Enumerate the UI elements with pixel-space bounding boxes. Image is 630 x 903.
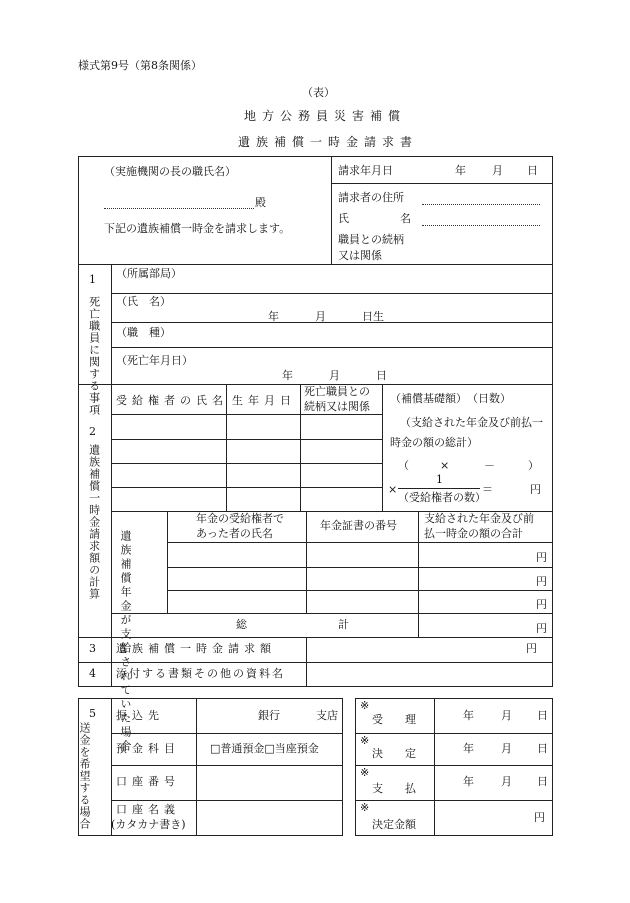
transfer-dest-label: 振込先 xyxy=(116,709,164,722)
decided-year: 年 xyxy=(463,742,474,755)
office-mark-3: ※ xyxy=(360,766,370,779)
received-day: 日 xyxy=(537,709,548,722)
death-date-label: （死亡年月日） xyxy=(116,354,193,367)
section2-number: 2 xyxy=(89,425,96,438)
account-holder-label-2: (カタカナ書き) xyxy=(111,818,186,831)
received-year: 年 xyxy=(463,709,474,722)
request-year: 年 xyxy=(455,164,466,177)
calc-equals: ＝ xyxy=(482,483,493,496)
account-holder-label-1: 口座名義 xyxy=(116,803,180,816)
form-side-label: （表） xyxy=(302,86,335,99)
job-label: （職 種） xyxy=(116,326,171,339)
section4-number: 4 xyxy=(89,667,96,680)
section4-label: 添付する書類その他の資料名 xyxy=(116,667,285,680)
calc-yen: 円 xyxy=(530,483,541,496)
form-id: 様式第9号（第8条関係） xyxy=(78,59,202,72)
col-birth-date: 生年月日 xyxy=(232,394,296,407)
address-field[interactable] xyxy=(422,204,540,205)
name-field[interactable] xyxy=(422,225,540,226)
paid-col-total-1: 支給された年金及び前 xyxy=(424,512,534,525)
calc-times2: × xyxy=(388,483,398,496)
office-paid-label: 支 払 xyxy=(372,782,416,795)
death-year: 年 xyxy=(282,369,293,382)
office-mark-1: ※ xyxy=(360,699,370,712)
birth-day: 日生 xyxy=(362,310,384,323)
account-type-label: 預金科目 xyxy=(116,742,180,755)
death-day: 日 xyxy=(376,369,387,382)
section3-number: 3 xyxy=(89,642,96,655)
paid-day: 日 xyxy=(537,775,548,788)
paid-col-name-2: あった者の氏名 xyxy=(196,527,273,540)
name-label-1: 氏 xyxy=(338,212,349,225)
birth-year: 年 xyxy=(268,310,279,323)
col-relation-1: 死亡職員との xyxy=(304,385,370,398)
total-yen: 円 xyxy=(536,622,547,635)
section1-title: 死亡職員に関する事項 xyxy=(87,296,101,416)
col-relation-2: 続柄又は関係 xyxy=(304,400,370,413)
bank-label: 銀行 xyxy=(258,709,280,722)
agency-label: （実施機関の長の職氏名） xyxy=(104,165,236,178)
section1-number: 1 xyxy=(89,273,96,286)
relation-label-2: 又は関係 xyxy=(338,249,382,262)
office-amount-label: 決定金額 xyxy=(372,818,416,831)
paid-row3-yen: 円 xyxy=(536,598,547,611)
paid-col-name-1: 年金の受給権者で xyxy=(196,512,284,525)
office-amount-yen: 円 xyxy=(534,811,545,824)
office-mark-2: ※ xyxy=(360,734,370,747)
request-date-label: 請求年月日 xyxy=(338,164,393,177)
total-label-2: 計 xyxy=(338,618,349,631)
request-day: 日 xyxy=(527,164,538,177)
dept-label: （所属部局） xyxy=(116,267,182,280)
paid-section-title: 遺族補償年金が支給されていた場合 xyxy=(119,530,132,754)
decided-day: 日 xyxy=(537,742,548,755)
calc-numerator: 1 xyxy=(436,473,443,486)
office-received-label: 受 理 xyxy=(372,713,416,726)
calc-open: （ xyxy=(398,459,409,472)
calc-base: （補償基礎額） （日数） xyxy=(390,392,511,405)
fraction-bar xyxy=(398,488,480,489)
page-subtitle: 遺族補償一時金請求書 xyxy=(238,135,419,149)
request-text: 下記の遺族補償一時金を請求します。 xyxy=(104,222,291,235)
paid-col-cert: 年金証書の番号 xyxy=(320,519,397,532)
section5-number: 5 xyxy=(89,707,96,720)
relation-label-1: 職員との続柄 xyxy=(338,233,404,246)
paid-col-total-2: 払一時金の額の合計 xyxy=(424,527,523,540)
page-title: 地方公務員災害補償 xyxy=(244,109,407,123)
section3-yen: 円 xyxy=(526,642,537,655)
calc-line2: （支給された年金及び前払一 xyxy=(400,416,543,429)
office-mark-4: ※ xyxy=(360,801,370,814)
section2-title: 遺族補償一時金請求額の計算 xyxy=(87,444,101,600)
calc-times: × xyxy=(440,459,450,472)
office-decided-label: 決 定 xyxy=(372,747,416,760)
name-label-2: 名 xyxy=(400,212,411,225)
deceased-name-label: （氏 名） xyxy=(116,295,171,308)
branch-label: 支店 xyxy=(316,709,338,722)
calc-close: ） xyxy=(528,459,539,472)
calc-denominator: （受給権者の数） xyxy=(398,491,486,504)
paid-row2-yen: 円 xyxy=(536,575,547,588)
birth-month: 月 xyxy=(315,310,326,323)
col-recipient-name: 受給権者の氏名 xyxy=(116,394,228,407)
dono-label: 殿 xyxy=(255,196,266,209)
request-month: 月 xyxy=(492,164,503,177)
paid-row1-yen: 円 xyxy=(536,551,547,564)
paid-month: 月 xyxy=(501,775,512,788)
decided-month: 月 xyxy=(501,742,512,755)
death-month: 月 xyxy=(329,369,340,382)
section3-label: 遺族補償一時金請求額 xyxy=(116,642,276,655)
total-label-1: 総 xyxy=(236,618,247,631)
paid-year: 年 xyxy=(463,775,474,788)
account-number-label: 口座番号 xyxy=(116,775,180,788)
account-type-options[interactable]: □普通預金□当座預金 xyxy=(210,742,319,755)
address-label: 請求者の住所 xyxy=(338,191,404,204)
calc-line3: 時金の額の総計） xyxy=(390,436,478,449)
calc-minus: － xyxy=(484,459,495,472)
received-month: 月 xyxy=(501,709,512,722)
section5-title: 送金を希望する場合 xyxy=(78,722,91,830)
agency-name-field[interactable] xyxy=(104,208,254,209)
